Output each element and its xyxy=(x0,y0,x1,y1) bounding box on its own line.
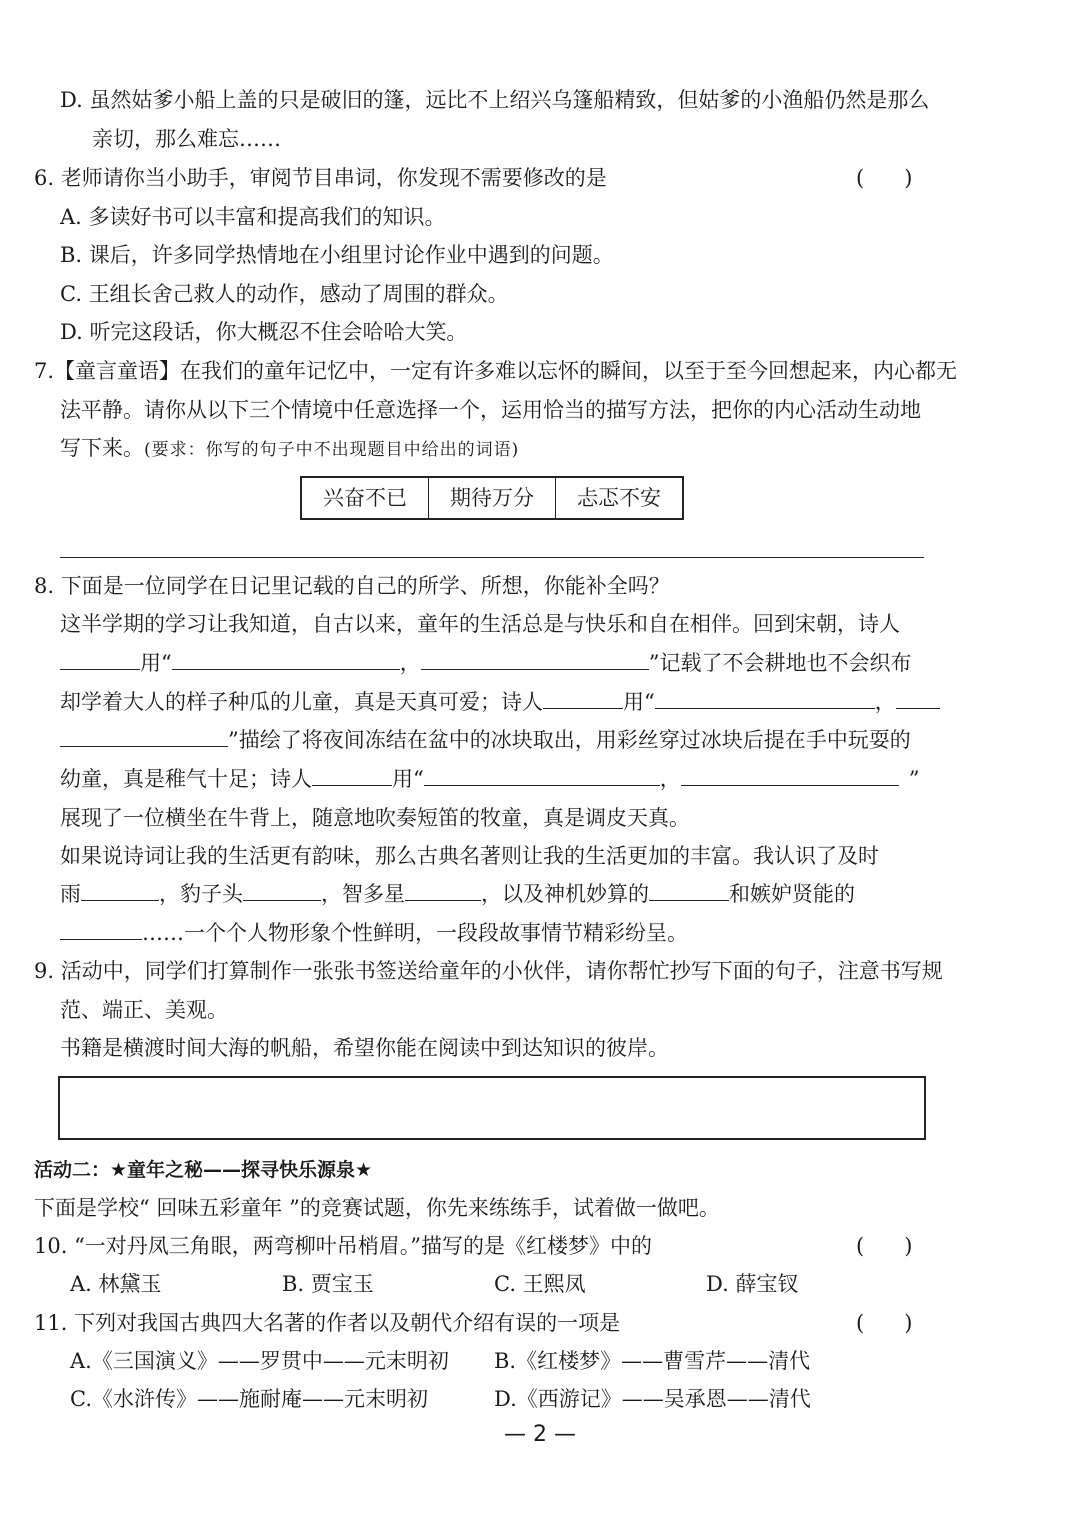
q8-blank-poem2-b-start[interactable] xyxy=(896,688,940,709)
q11-option-b: B.《红楼梦》——曹雪芹——清代 xyxy=(494,1349,811,1373)
q7-word-table xyxy=(300,476,684,520)
q8-para1: 这半学期的学习让我知道，自古以来，童年的生活总是与快乐和自在相伴。回到宋朝，诗人 xyxy=(60,612,900,636)
q7-line1: 7.【童言童语】在我们的童年记忆中，一定有许多难以忘怀的瞬间，以至于至今回想起来，内心都无 xyxy=(34,359,958,383)
q8-text-yong3: 用“ xyxy=(392,767,424,791)
q8-line8 xyxy=(60,880,855,908)
q8-blank-poem1-b[interactable] xyxy=(421,649,649,670)
q8-text-comma2: ， xyxy=(874,690,896,714)
q8-blank-poem3-b[interactable] xyxy=(681,765,899,786)
q8-para6: 展现了一位横坐在牛背上，随意地吹奏短笛的牧童，真是调皮天真。 xyxy=(60,806,690,830)
q10-answer-paren[interactable]: ( ) xyxy=(856,1234,913,1258)
q5-option-d: D. 虽然姑爹小船上盖的只是破旧的篷，远比不上绍兴乌篷船精致，但姑爹的小渔船仍然是那么 xyxy=(60,88,930,112)
q8-text-jishiyu: 雨 xyxy=(60,882,81,906)
q8-blank-poet2[interactable] xyxy=(543,688,623,709)
q8-blank-shenji[interactable] xyxy=(649,880,729,901)
q7-line3 xyxy=(60,434,519,464)
q10-option-d: D. 薛宝钗 xyxy=(706,1272,799,1296)
q8-line4 xyxy=(60,726,911,754)
q8-blank-poet3[interactable] xyxy=(312,765,392,786)
q11-option-d: D.《西游记》——吴承恩——清代 xyxy=(494,1387,811,1411)
q8-text-line4: ”描绘了将夜间冻结在盆中的冰块取出，用彩丝穿过冰块后提在手中玩耍的 xyxy=(228,728,911,752)
q8-text-baozitou: ，豹子头 xyxy=(159,882,243,906)
q10-option-a: A. 林黛玉 xyxy=(70,1272,162,1296)
q9-line1: 9. 活动中，同学们打算制作一张张书签送给童年的小伙伴，请你帮忙抄写下面的句子，注意书写规 xyxy=(34,959,943,983)
q8-blank-poem1-a[interactable] xyxy=(172,649,400,670)
q7-requirement: (要求：你写的句子中不出现题目中给出的词语) xyxy=(144,440,520,460)
q8-text-shenji: ，以及神机妙算的 xyxy=(481,882,649,906)
q7-word-3: 忐忑不安 xyxy=(577,486,661,510)
q8-blank-jidu[interactable] xyxy=(60,919,142,940)
q6-option-d: D. 听完这段话，你大概忍不住会哈哈大笑。 xyxy=(60,320,468,344)
q7-word-1: 兴奋不已 xyxy=(302,478,429,518)
q8-line3 xyxy=(60,688,940,716)
q8-line5 xyxy=(60,765,920,793)
q10-stem: 10. “一对丹凤三角眼，两弯柳叶吊梢眉。”描写的是《红楼梦》中的 xyxy=(34,1234,653,1258)
q8-text-record1: ”记载了不会耕地也不会织布 xyxy=(648,651,912,675)
q8-text-yong1: 用“ xyxy=(140,651,172,675)
q6-option-c: C. 王组长舍己救人的动作，感动了周围的群众。 xyxy=(60,282,509,306)
q8-text-close3: ” xyxy=(908,767,920,791)
q6-answer-paren[interactable]: ( ) xyxy=(856,166,913,190)
q9-copy-box[interactable] xyxy=(58,1076,926,1140)
q8-text-line5: 幼童，真是稚气十足；诗人 xyxy=(60,767,312,791)
q9-sentence: 书籍是横渡时间大海的帆船，希望你能在阅读中到达知识的彼岸。 xyxy=(60,1036,669,1060)
q8-line2 xyxy=(60,649,912,677)
q7-answer-line[interactable] xyxy=(60,557,924,558)
q8-blank-jishiyu[interactable] xyxy=(81,880,159,901)
q8-blank-poem2-a[interactable] xyxy=(655,688,875,709)
q5-option-d-cont: 亲切，那么难忘…… xyxy=(92,127,281,151)
q10-option-c: C. 王熙凤 xyxy=(494,1272,586,1296)
q8-blank-zhiduoxing[interactable] xyxy=(405,880,481,901)
q8-blank-poem2-b-end[interactable] xyxy=(60,726,228,747)
activity2-title: 活动二：★童年之秘——探寻快乐源泉★ xyxy=(34,1159,373,1181)
q8-line9 xyxy=(60,919,688,947)
q10-option-b: B. 贾宝玉 xyxy=(282,1272,374,1296)
q8-text-yong2: 用“ xyxy=(623,690,655,714)
q6-option-b: B. 课后，许多同学热情地在小组里讨论作业中遇到的问题。 xyxy=(60,243,614,267)
q11-option-c: C.《水浒传》——施耐庵——元末明初 xyxy=(70,1387,428,1411)
q11-answer-paren[interactable]: ( ) xyxy=(856,1311,913,1335)
q8-para7: 如果说诗词让我的生活更有韵味，那么古典名著则让我的生活更加的丰富。我认识了及时 xyxy=(60,844,879,868)
activity2-intro: 下面是学校“ 回味五彩童年 ”的竞赛试题，你先来练练手，试着做一做吧。 xyxy=(34,1196,720,1220)
q8-text-comma3: ， xyxy=(659,767,681,791)
q8-text-comma1: ， xyxy=(399,651,421,675)
q8-text-line3: 却学着大人的样子种瓜的儿童，真是天真可爱；诗人 xyxy=(60,690,543,714)
q8-blank-poem3-a[interactable] xyxy=(424,765,660,786)
q11-option-a: A.《三国演义》——罗贯中——元末明初 xyxy=(70,1349,449,1373)
q8-stem: 8. 下面是一位同学在日记里记载的自己的所学、所想，你能补全吗？ xyxy=(34,574,670,598)
q11-stem: 11. 下列对我国古典四大名著的作者以及朝代介绍有误的一项是 xyxy=(34,1311,621,1335)
q8-text-jidu: 和嫉妒贤能的 xyxy=(729,882,855,906)
q8-text-zhiduoxing: ，智多星 xyxy=(321,882,405,906)
q9-line2: 范、端正、美观。 xyxy=(60,998,228,1022)
q8-blank-poet1[interactable] xyxy=(60,649,140,670)
q8-blank-baozitou[interactable] xyxy=(243,880,321,901)
q7-line2: 法平静。请你从以下三个情境中任意选择一个，运用恰当的描写方法，把你的内心活动生动地 xyxy=(60,398,921,422)
q6-stem: 6. 老师请你当小助手，审阅节目串词，你发现不需要修改的是 xyxy=(34,166,607,190)
q6-option-a: A. 多读好书可以丰富和提高我们的知识。 xyxy=(60,205,446,229)
q8-text-line9: ……一个个人物形象个性鲜明，一段段故事情节精彩纷呈。 xyxy=(142,921,688,945)
page-number: — 2 — xyxy=(504,1422,576,1447)
q7-line3-text: 写下来。 xyxy=(60,436,144,460)
q7-word-2: 期待万分 xyxy=(429,478,556,518)
